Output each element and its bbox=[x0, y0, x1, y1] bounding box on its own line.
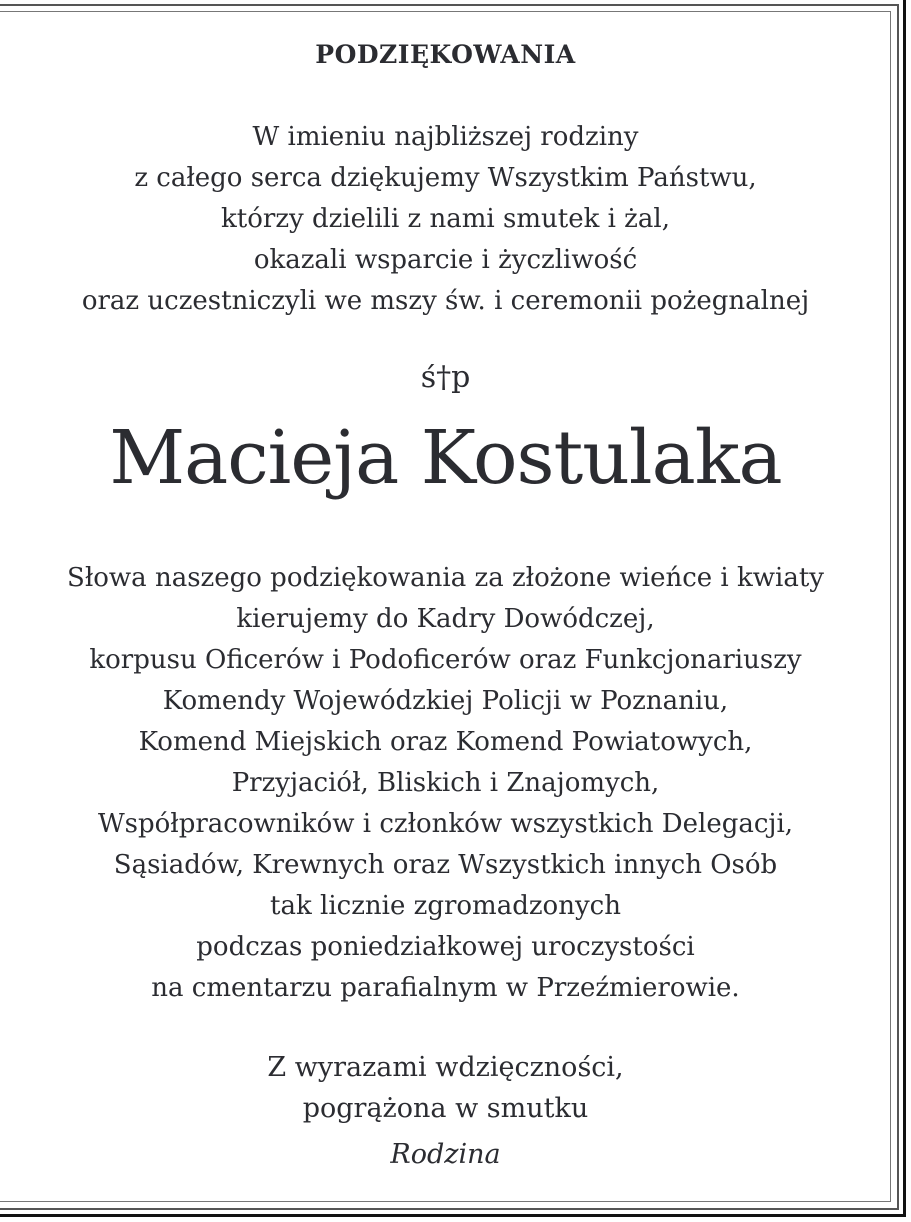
intro-line: oraz uczestniczyli we mszy św. i ceremonii pożegnalnej bbox=[81, 286, 810, 316]
thanks-line: Komend Miejskich oraz Komend Powiatowych, bbox=[138, 727, 753, 757]
thanks-line: tak licznie zgromadzonych bbox=[270, 891, 621, 921]
signature: Rodzina bbox=[390, 1139, 501, 1170]
intro-line: okazali wsparcie i życzliwość bbox=[253, 245, 638, 275]
thanks-line: Słowa naszego podziękowania za złożone wieńce i kwiaty bbox=[67, 563, 824, 593]
thanks-line: podczas poniedziałkowej uroczystości bbox=[196, 932, 695, 962]
thanks-paragraph bbox=[0, 558, 891, 1009]
closing-line: pogrążona w smutku bbox=[302, 1093, 589, 1124]
stp-abbreviation: ś†p bbox=[420, 360, 471, 395]
thanks-line: Przyjaciół, Bliskich i Znajomych, bbox=[231, 768, 660, 798]
notice-heading: PODZIĘKOWANIA bbox=[315, 40, 576, 69]
intro-line: W imieniu najbliższej rodziny bbox=[252, 122, 639, 152]
intro-line: z całego serca dziękujemy Wszystkim Państwu, bbox=[134, 163, 757, 193]
thanks-line: Komendy Wojewódzkiej Policji w Poznaniu, bbox=[162, 686, 729, 716]
thanks-line: korpusu Oficerów i Podoficerów oraz Funkcjonariuszy bbox=[89, 645, 802, 675]
closing-paragraph bbox=[0, 1047, 891, 1129]
closing-line: Z wyrazami wdzięczności, bbox=[267, 1052, 624, 1083]
intro-paragraph bbox=[0, 117, 891, 322]
thanks-line: kierujemy do Kadry Dowódczej, bbox=[236, 604, 655, 634]
thanks-line: Współpracowników i członków wszystkich Delegacji, bbox=[97, 809, 794, 839]
intro-line: którzy dzielili z nami smutek i żal, bbox=[221, 204, 670, 234]
thanks-line: na cmentarzu parafialnym w Przeźmierowie. bbox=[151, 973, 740, 1003]
thanks-line: Sąsiadów, Krewnych oraz Wszystkich innych Osób bbox=[113, 850, 778, 880]
deceased-name: Macieja Kostulaka bbox=[109, 415, 782, 501]
